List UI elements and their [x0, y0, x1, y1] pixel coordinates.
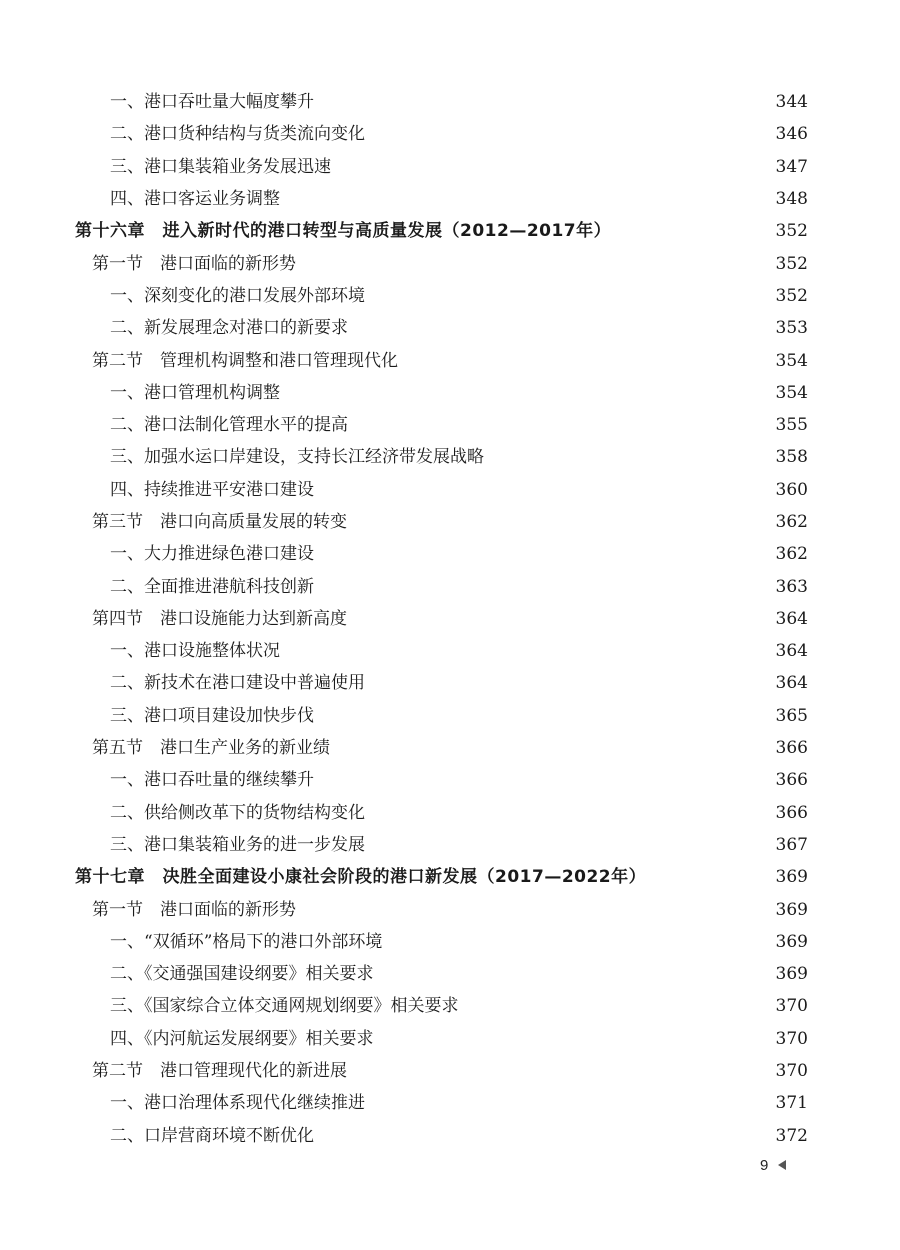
dot-leader: [324, 706, 768, 726]
dot-leader: [375, 124, 768, 144]
toc-entry-title: 第一节 港口面临的新形势: [92, 253, 296, 274]
toc-entry-title: 一、“双循环”格局下的港口外部环境: [110, 931, 383, 952]
toc-entry-section[interactable]: [0, 893, 900, 925]
toc-entry-item[interactable]: [0, 118, 900, 150]
toc-entry-page: 354: [775, 350, 808, 371]
toc-entry-page: 348: [775, 189, 808, 210]
toc-entry-item[interactable]: [0, 151, 900, 183]
dot-leader: [357, 512, 768, 532]
toc-entry-page: 344: [775, 92, 808, 113]
toc-entry-title: 一、大力推进绿色港口建设: [110, 544, 314, 565]
toc-entry-title: 三、港口项目建设加快步伐: [110, 705, 314, 726]
dot-leader: [384, 1029, 769, 1049]
triangle-left-icon: [778, 1160, 786, 1170]
toc-entry-title: 一、港口吞吐量大幅度攀升: [110, 92, 314, 113]
toc-entry-title: 第一节 港口面临的新形势: [92, 899, 296, 920]
toc-entry-title: 三、港口集装箱业务的进一步发展: [110, 834, 365, 855]
toc-entry-item[interactable]: [0, 538, 900, 570]
dot-leader: [358, 318, 768, 338]
toc-entry-title: 第四节 港口设施能力达到新高度: [92, 608, 347, 629]
toc-entry-item[interactable]: [0, 667, 900, 699]
toc-entry-page: 365: [775, 705, 808, 726]
dot-leader: [375, 803, 768, 823]
dot-leader: [494, 447, 768, 467]
toc-entry-item[interactable]: [0, 570, 900, 602]
toc-entry-item[interactable]: [0, 797, 900, 829]
toc-entry-chapter[interactable]: [0, 861, 900, 893]
dot-leader: [324, 92, 768, 112]
toc-entry-item[interactable]: [0, 312, 900, 344]
toc-entry-page: 364: [775, 673, 808, 694]
toc-entry-page: 355: [775, 415, 808, 436]
dot-leader: [324, 770, 768, 790]
dot-leader: [324, 1126, 768, 1146]
dot-leader: [290, 383, 768, 403]
toc-entry-item[interactable]: [0, 829, 900, 861]
dot-leader: [621, 221, 768, 241]
toc-entry-title: 一、港口治理体系现代化继续推进: [110, 1093, 365, 1114]
dot-leader: [324, 544, 768, 564]
toc-entry-title: 二、新发展理念对港口的新要求: [110, 318, 348, 339]
toc-entry-section[interactable]: [0, 732, 900, 764]
toc-entry-title: 二、新技术在港口建设中普遍使用: [110, 673, 365, 694]
toc-entry-page: 364: [775, 608, 808, 629]
toc-entry-section[interactable]: [0, 506, 900, 538]
toc-entry-section[interactable]: [0, 1055, 900, 1087]
dot-leader: [290, 189, 768, 209]
toc-entry-item[interactable]: [0, 280, 900, 312]
toc-entry-item[interactable]: [0, 1120, 900, 1152]
toc-entry-item[interactable]: [0, 958, 900, 990]
toc-entry-title: 二、口岸营商环境不断优化: [110, 1125, 314, 1146]
dot-leader: [324, 577, 768, 597]
toc-entry-page: 363: [775, 576, 808, 597]
page-footer: [760, 1153, 820, 1177]
toc-entry-title: 二、供给侧改革下的货物结构变化: [110, 802, 365, 823]
dot-leader: [358, 415, 768, 435]
toc-entry-item[interactable]: [0, 409, 900, 441]
toc-entry-page: 362: [775, 512, 808, 532]
toc-entry-title: 一、港口设施整体状况: [110, 641, 280, 662]
table-of-contents: [0, 86, 900, 1152]
dot-leader: [375, 1093, 768, 1113]
toc-entry-item[interactable]: [0, 926, 900, 958]
toc-entry-title: 第二节 港口管理现代化的新进展: [92, 1061, 347, 1082]
dot-leader: [306, 900, 768, 920]
toc-entry-page: 367: [775, 834, 808, 855]
toc-entry-page: 372: [775, 1125, 808, 1146]
toc-entry-item[interactable]: [0, 990, 900, 1022]
toc-entry-title: 一、深刻变化的港口发展外部环境: [110, 285, 365, 306]
toc-entry-page: 347: [775, 156, 808, 177]
toc-entry-item[interactable]: [0, 441, 900, 473]
toc-entry-title: 四、持续推进平安港口建设: [110, 479, 314, 500]
toc-entry-item[interactable]: [0, 1087, 900, 1119]
toc-entry-title: 第十七章 决胜全面建设小康社会阶段的港口新发展（2017—2022年）: [75, 867, 647, 888]
toc-entry-chapter[interactable]: [0, 215, 900, 247]
toc-entry-item[interactable]: [0, 86, 900, 118]
dot-leader: [341, 157, 768, 177]
toc-entry-title: 三、加强水运口岸建设，支持长江经济带发展战略: [110, 447, 484, 468]
toc-entry-page: 346: [775, 124, 808, 145]
page-number: 9: [760, 1156, 769, 1174]
toc-entry-title: 四、港口客运业务调整: [110, 189, 280, 210]
dot-leader: [392, 932, 768, 952]
dot-leader: [357, 609, 768, 629]
toc-entry-item[interactable]: [0, 377, 900, 409]
toc-entry-title: 一、港口吞吐量的继续攀升: [110, 770, 314, 791]
toc-entry-title: 三、港口集装箱业务发展迅速: [110, 156, 331, 177]
toc-entry-title: 第三节 港口向高质量发展的转变: [92, 512, 347, 532]
dot-leader: [656, 867, 768, 887]
toc-entry-item[interactable]: [0, 1023, 900, 1055]
toc-entry-page: 369: [775, 899, 808, 920]
toc-entry-page: 366: [775, 770, 808, 791]
toc-entry-title: 第五节 港口生产业务的新业绩: [92, 738, 330, 759]
dot-leader: [324, 480, 768, 500]
toc-entry-page: 362: [775, 544, 808, 565]
toc-entry-page: 370: [775, 1061, 808, 1082]
toc-entry-title: 二、港口货种结构与货类流向变化: [110, 124, 365, 145]
toc-entry-item[interactable]: [0, 700, 900, 732]
dot-leader: [290, 641, 768, 661]
toc-entry-title: 四、《内河航运发展纲要》相关要求: [110, 1028, 374, 1049]
dot-leader: [357, 1061, 768, 1081]
toc-entry-page: 366: [775, 802, 808, 823]
toc-entry-section[interactable]: [0, 603, 900, 635]
toc-entry-section[interactable]: [0, 344, 900, 376]
toc-entry-page: 370: [775, 1028, 808, 1049]
dot-leader: [384, 964, 769, 984]
dot-leader: [340, 738, 768, 758]
dot-leader: [375, 835, 768, 855]
dot-leader: [306, 254, 768, 274]
toc-entry-page: 369: [775, 867, 808, 888]
dot-leader: [408, 351, 768, 371]
toc-entry-item[interactable]: [0, 764, 900, 796]
dot-leader: [375, 286, 768, 306]
toc-entry-title: 第二节 管理机构调整和港口管理现代化: [92, 350, 398, 371]
toc-entry-page: 352: [775, 221, 808, 242]
toc-entry-page: 369: [775, 931, 808, 952]
toc-entry-page: 353: [775, 318, 808, 339]
toc-entry-page: 352: [775, 253, 808, 274]
toc-entry-page: 366: [775, 738, 808, 759]
toc-entry-title: 三、《国家综合立体交通网规划纲要》相关要求: [110, 996, 459, 1017]
toc-entry-page: 352: [775, 285, 808, 306]
toc-entry-section[interactable]: [0, 247, 900, 279]
toc-entry-title: 二、全面推进港航科技创新: [110, 576, 314, 597]
toc-entry-page: 371: [775, 1093, 808, 1114]
dot-leader: [469, 996, 769, 1016]
dot-leader: [375, 673, 768, 693]
toc-entry-page: 360: [775, 479, 808, 500]
toc-entry-page: 369: [775, 964, 808, 985]
toc-entry-title: 一、港口管理机构调整: [110, 382, 280, 403]
toc-entry-item[interactable]: [0, 635, 900, 667]
toc-entry-page: 358: [775, 447, 808, 468]
toc-entry-page: 364: [775, 641, 808, 662]
toc-entry-item[interactable]: [0, 183, 900, 215]
toc-entry-page: 370: [775, 996, 808, 1017]
toc-entry-item[interactable]: [0, 474, 900, 506]
toc-entry-title: 二、港口法制化管理水平的提高: [110, 415, 348, 436]
toc-entry-title: 二、《交通强国建设纲要》相关要求: [110, 964, 374, 985]
toc-entry-title: 第十六章 进入新时代的港口转型与高质量发展（2012—2017年）: [75, 221, 612, 242]
toc-entry-page: 354: [775, 382, 808, 403]
